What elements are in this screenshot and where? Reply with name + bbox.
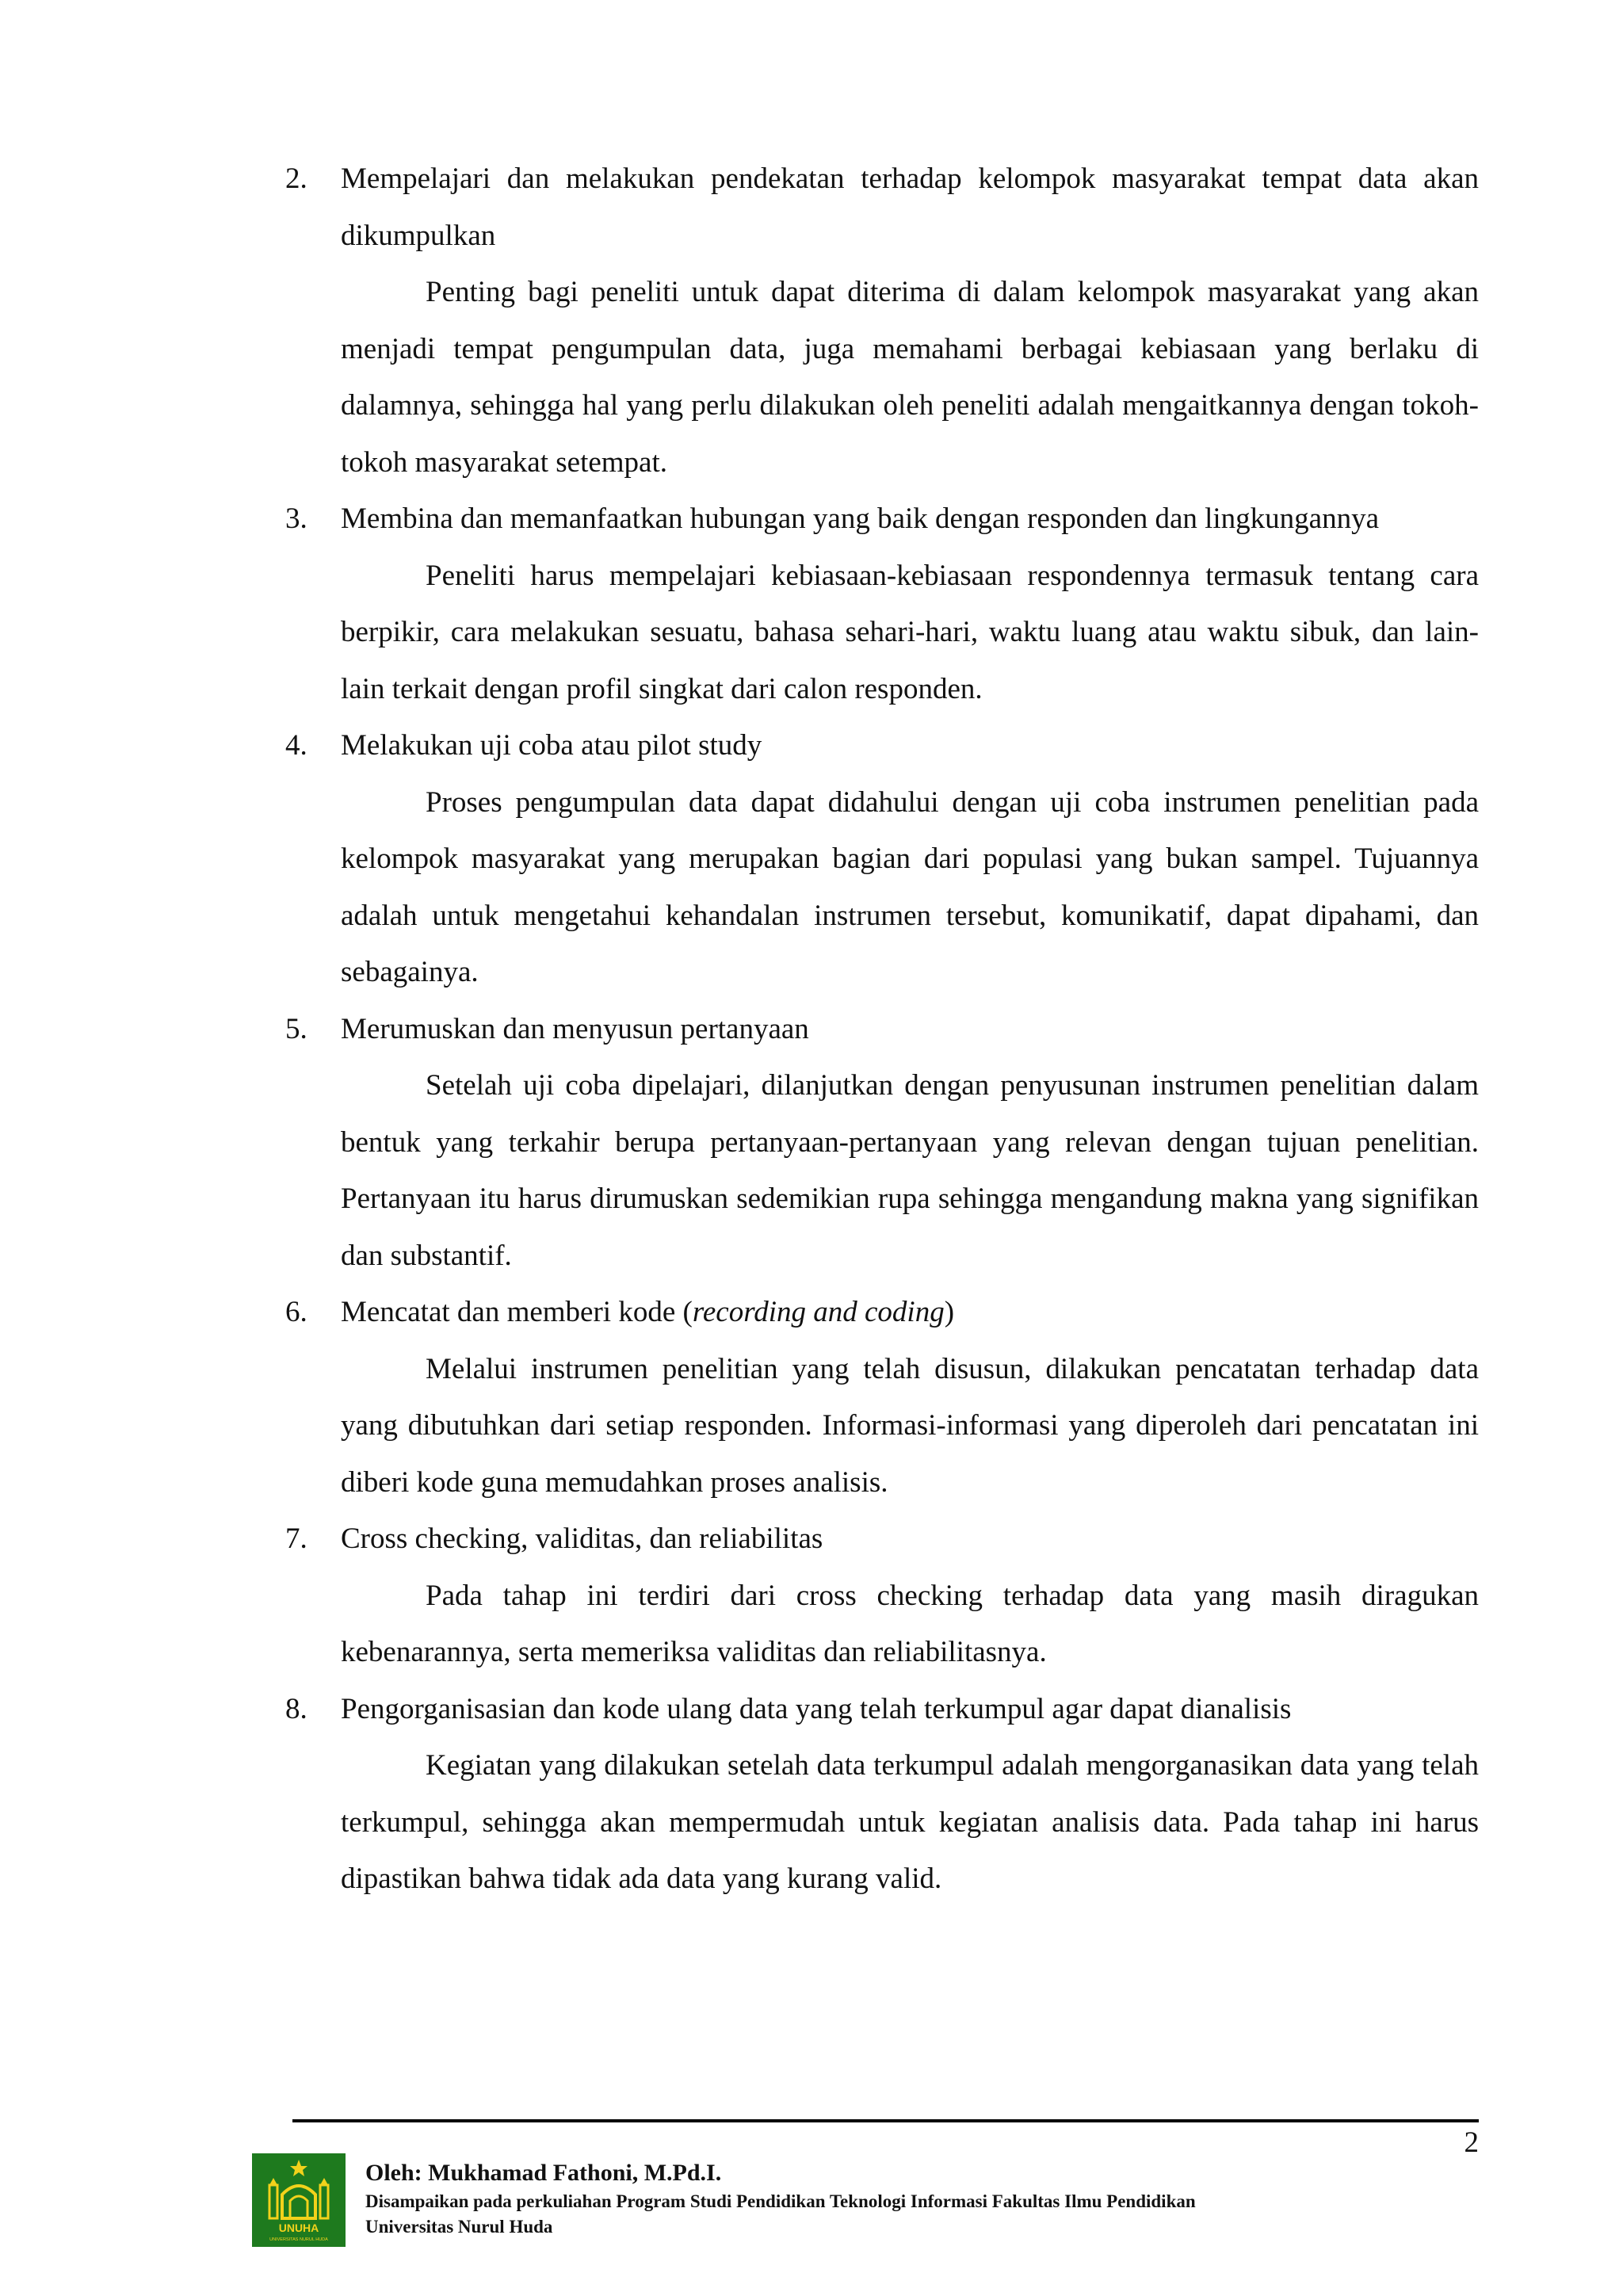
item-heading — [285, 1511, 1479, 1568]
item-heading — [285, 151, 1479, 264]
item-heading-text — [341, 1296, 954, 1328]
item-heading — [285, 491, 1479, 548]
item-heading-text: Cross checking, validitas, dan reliabilitas — [341, 1522, 823, 1555]
item-paragraph: Peneliti harus mempelajari kebiasaan-kebiasaan respondennya termasuk tentang cara berpikir, cara melakukan sesuatu, bahasa sehari-hari, waktu luang atau waktu sibuk, dan lain-lain terkait dengan profil singkat dari calon responden. — [341, 559, 1479, 705]
footer-affiliation-line2: Universitas Nurul Huda — [365, 2217, 553, 2237]
item-heading — [285, 1284, 1479, 1341]
item-heading-text-end: ) — [944, 1296, 955, 1328]
item-heading-text: Melakukan uji coba atau pilot study — [341, 729, 762, 762]
item-heading-text-start: Mencatat dan memberi kode ( — [341, 1296, 693, 1328]
list-item — [285, 1284, 1479, 1511]
item-heading-text: Membina dan memanfaatkan hubungan yang baik dengan responden dan lingkungannya — [341, 502, 1380, 535]
footer-divider — [292, 2119, 1479, 2122]
list-item — [285, 1511, 1479, 1681]
item-heading — [285, 1001, 1479, 1058]
item-paragraph: Pada tahap ini terdiri dari cross checking terhadap data yang masih diragukan kebenarannya, serta memeriksa validitas dan reliabilitasnya. — [341, 1579, 1479, 1668]
list-item — [285, 717, 1479, 1001]
list-item — [285, 1681, 1479, 1908]
item-number: 6. — [285, 1296, 307, 1328]
item-heading-text: Mempelajari dan melakukan pendekatan terhadap kelompok masyarakat tempat data akan dikumpulkan — [341, 162, 1479, 252]
item-number: 3. — [285, 502, 307, 535]
list-item — [285, 491, 1479, 717]
document-body — [285, 151, 1479, 1908]
footer-affiliation-line1: Disampaikan pada perkuliahan Program Studi Pendidikan Teknologi Informasi Fakultas Ilmu Pendidikan — [365, 2191, 1196, 2211]
item-heading — [285, 1681, 1479, 1738]
item-paragraph: Setelah uji coba dipelajari, dilanjutkan dengan penyusunan instrumen penelitian dalam bentuk yang terkahir berupa pertanyaan-pertanyaan yang relevan dengan tujuan penelitian. Pertanyaan itu harus dirumuskan sedemikian rupa sehingga mengandung makna yang signifikan dan substantif. — [341, 1069, 1479, 1272]
list-item — [285, 151, 1479, 491]
item-number: 8. — [285, 1692, 307, 1725]
item-paragraph: Penting bagi peneliti untuk dapat diterima di dalam kelompok masyarakat yang akan menjadi tempat pengumpulan data, juga memahami berbagai kebiasaan yang berlaku di dalamnya, sehingga hal yang perlu dilakukan oleh peneliti adalah mengaitkannya dengan tokoh-tokoh masyarakat setempat. — [341, 276, 1479, 479]
item-paragraph: Kegiatan yang dilakukan setelah data terkumpul adalah mengorganasikan data yang telah terkumpul, sehingga akan mempermudah untuk kegiatan analisis data. Pada tahap ini harus dipastikan bahwa tidak ada data yang kurang valid. — [341, 1749, 1479, 1895]
item-heading-italic: recording and coding — [692, 1296, 945, 1328]
list-item — [285, 1001, 1479, 1285]
item-number: 2. — [285, 162, 307, 195]
item-heading-text: Pengorganisasian dan kode ulang data yang telah terkumpul agar dapat dianalisis — [341, 1692, 1292, 1725]
item-number: 4. — [285, 729, 307, 762]
page-number: 2 — [1464, 2126, 1479, 2159]
item-heading-text: Merumuskan dan menyusun pertanyaan — [341, 1012, 809, 1045]
item-paragraph: Melalui instrumen penelitian yang telah disusun, dilakukan pencatatan terhadap data yang dibutuhkan dari setiap responden. Informasi-informasi yang diperoleh dari pencatatan ini diberi kode guna memudahkan proses analisis. — [341, 1352, 1479, 1499]
footer-author: Oleh: Mukhamad Fathoni, M.Pd.I. — [365, 2160, 722, 2186]
logo-text: UNUHA — [278, 2222, 319, 2234]
item-paragraph: Proses pengumpulan data dapat didahului dengan uji coba instrumen penelitian pada kelompok masyarakat yang merupakan bagian dari populasi yang bukan sampel. Tujuannya adalah untuk mengetahui kehandalan instrumen tersebut, komunikatif, dapat dipahami, dan sebagainya. — [341, 785, 1479, 988]
item-heading — [285, 717, 1479, 774]
logo-subtext: UNIVERSITAS NURUL HUDA — [269, 2237, 328, 2242]
item-number: 5. — [285, 1012, 307, 1045]
footer-credits — [365, 2157, 1196, 2240]
item-number: 7. — [285, 1522, 307, 1555]
university-logo-icon — [252, 2153, 346, 2247]
